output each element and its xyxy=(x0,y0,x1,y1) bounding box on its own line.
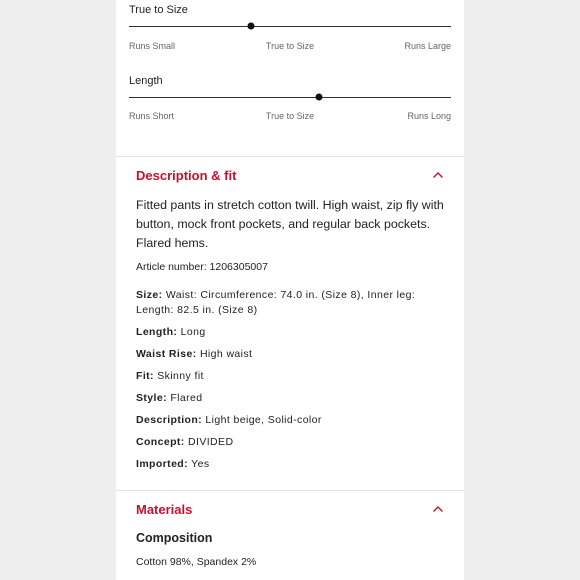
product-details-panel xyxy=(116,0,464,580)
scale-label-mid: True to Size xyxy=(265,41,315,51)
spec-row xyxy=(136,391,446,406)
composition-text: Cotton 98%, Spandex 2% xyxy=(136,556,257,568)
description-section-header[interactable]: Description & fit xyxy=(136,168,237,183)
spec-row xyxy=(136,435,446,450)
spec-value: Light beige, Solid-color xyxy=(205,414,322,426)
spec-row xyxy=(136,347,446,362)
fit-title: Length xyxy=(129,75,163,87)
fit-title: True to Size xyxy=(129,4,188,16)
spec-label: Imported: xyxy=(136,458,189,470)
fit-indicator xyxy=(248,23,255,30)
spec-row xyxy=(136,457,446,472)
materials-section-header[interactable]: Materials xyxy=(136,502,193,517)
chevron-up-icon[interactable] xyxy=(432,169,444,181)
spec-label: Length: xyxy=(136,326,178,338)
spec-value: High waist xyxy=(199,348,253,360)
scale-label-right: Runs Large xyxy=(404,41,451,51)
fit-track xyxy=(129,97,451,98)
spec-label: Size: xyxy=(136,289,163,301)
spec-value: Long xyxy=(180,326,206,338)
fit-track xyxy=(129,26,451,27)
article-number: Article number: 1206305007 xyxy=(136,261,268,273)
section-divider xyxy=(116,156,464,157)
spec-value: Yes xyxy=(191,458,210,470)
fit-indicator xyxy=(315,94,322,101)
spec-label: Description: xyxy=(136,414,203,426)
scale-label-right: Runs Long xyxy=(407,111,451,121)
section-divider xyxy=(116,490,464,491)
spec-value: Waist: Circumference: 74.0 in. (Size 8), Inner leg: Length: 82.5 in. (Size 8) xyxy=(136,289,416,316)
scale-label-left: Runs Short xyxy=(129,111,175,121)
spec-label: Fit: xyxy=(136,370,154,382)
spec-row xyxy=(136,288,446,318)
spec-row xyxy=(136,369,446,384)
spec-value: Flared xyxy=(170,392,203,404)
scale-label-mid: True to Size xyxy=(265,111,315,121)
spec-label: Concept: xyxy=(136,436,185,448)
spec-value: Skinny fit xyxy=(157,370,204,382)
spec-row xyxy=(136,325,446,340)
composition-title: Composition xyxy=(136,531,213,545)
description-text: Fitted pants in stretch cotton twill. High waist, zip fly with button, mock front pockets, and regular back pockets. Flared hems. xyxy=(136,198,444,250)
spec-row xyxy=(136,413,446,428)
spec-value: DIVIDED xyxy=(188,436,234,448)
spec-label: Style: xyxy=(136,392,167,404)
scale-label-left: Runs Small xyxy=(129,41,176,51)
chevron-up-icon[interactable] xyxy=(432,503,444,515)
spec-label: Waist Rise: xyxy=(136,348,197,360)
